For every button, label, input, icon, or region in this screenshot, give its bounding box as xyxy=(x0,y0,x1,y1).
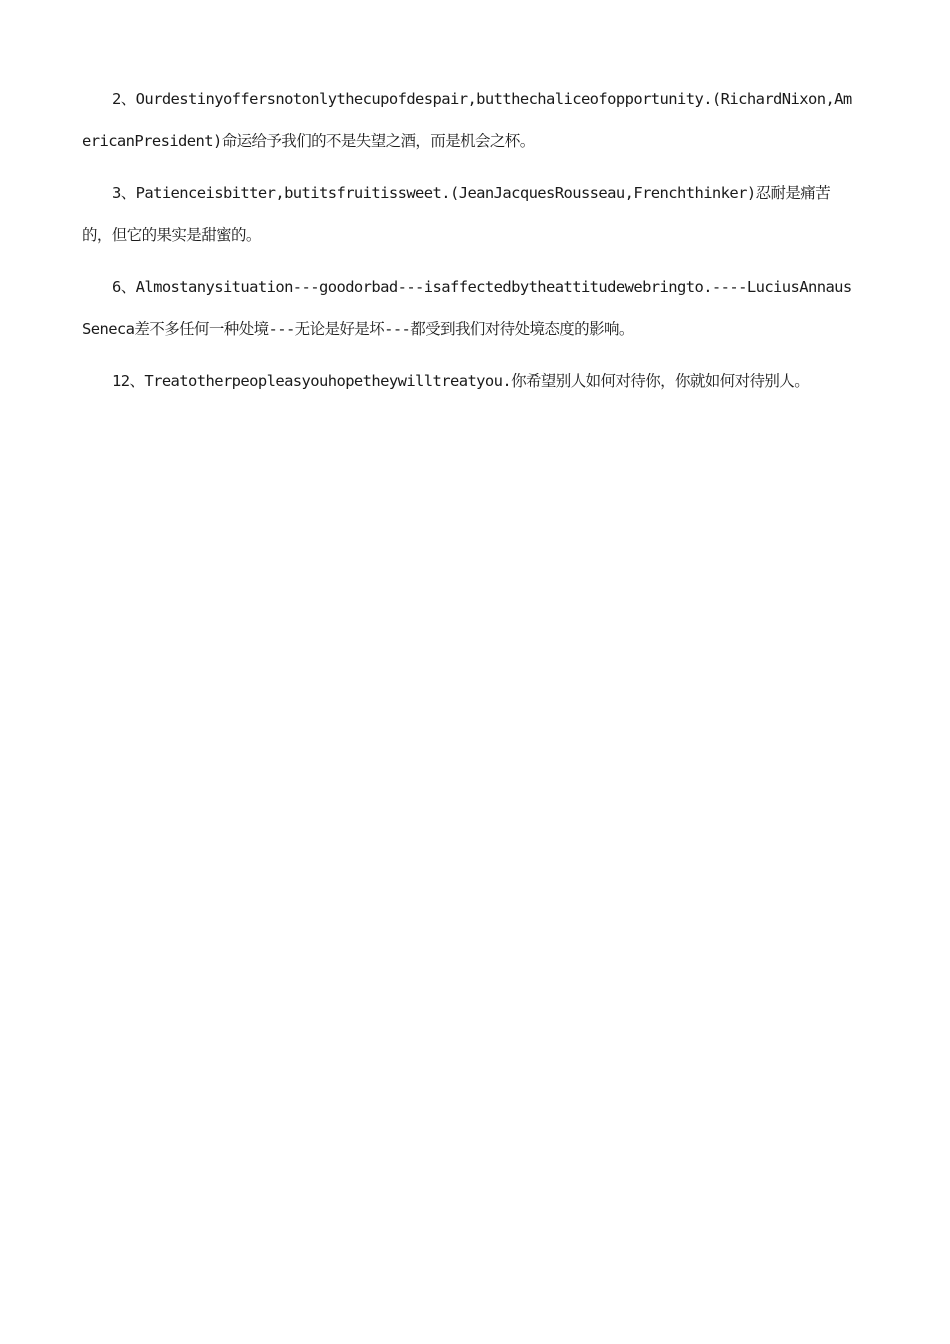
quote-paragraph-2: 2、Ourdestinyoffersnotonlythecupofdespair,butthechaliceofopportunity.(RichardNixon,AmericanPresident)命运给予我们的不是失望之酒，而是机会之杯。 xyxy=(82,90,852,150)
quote-paragraph-6: 6、Almostanysituation---goodorbad---isaffectedbytheattitudewebringto.----LuciusAnnausSeneca差不多任何一种处境---无论是好是坏---都受到我们对待处境态度的影响。 xyxy=(82,278,852,338)
quote-paragraph-12: 12、Treatotherpeopleasyouhopetheywilltreatyou.你希望别人如何对待你，你就如何对待别人。 xyxy=(112,372,810,390)
document-body xyxy=(82,78,858,412)
quote-paragraph-3: 3、Patienceisbitter,butitsfruitissweet.(JeanJacquesRousseau,Frenchthinker)忍耐是痛苦的，但它的果实是甜蜜的。 xyxy=(82,184,831,244)
